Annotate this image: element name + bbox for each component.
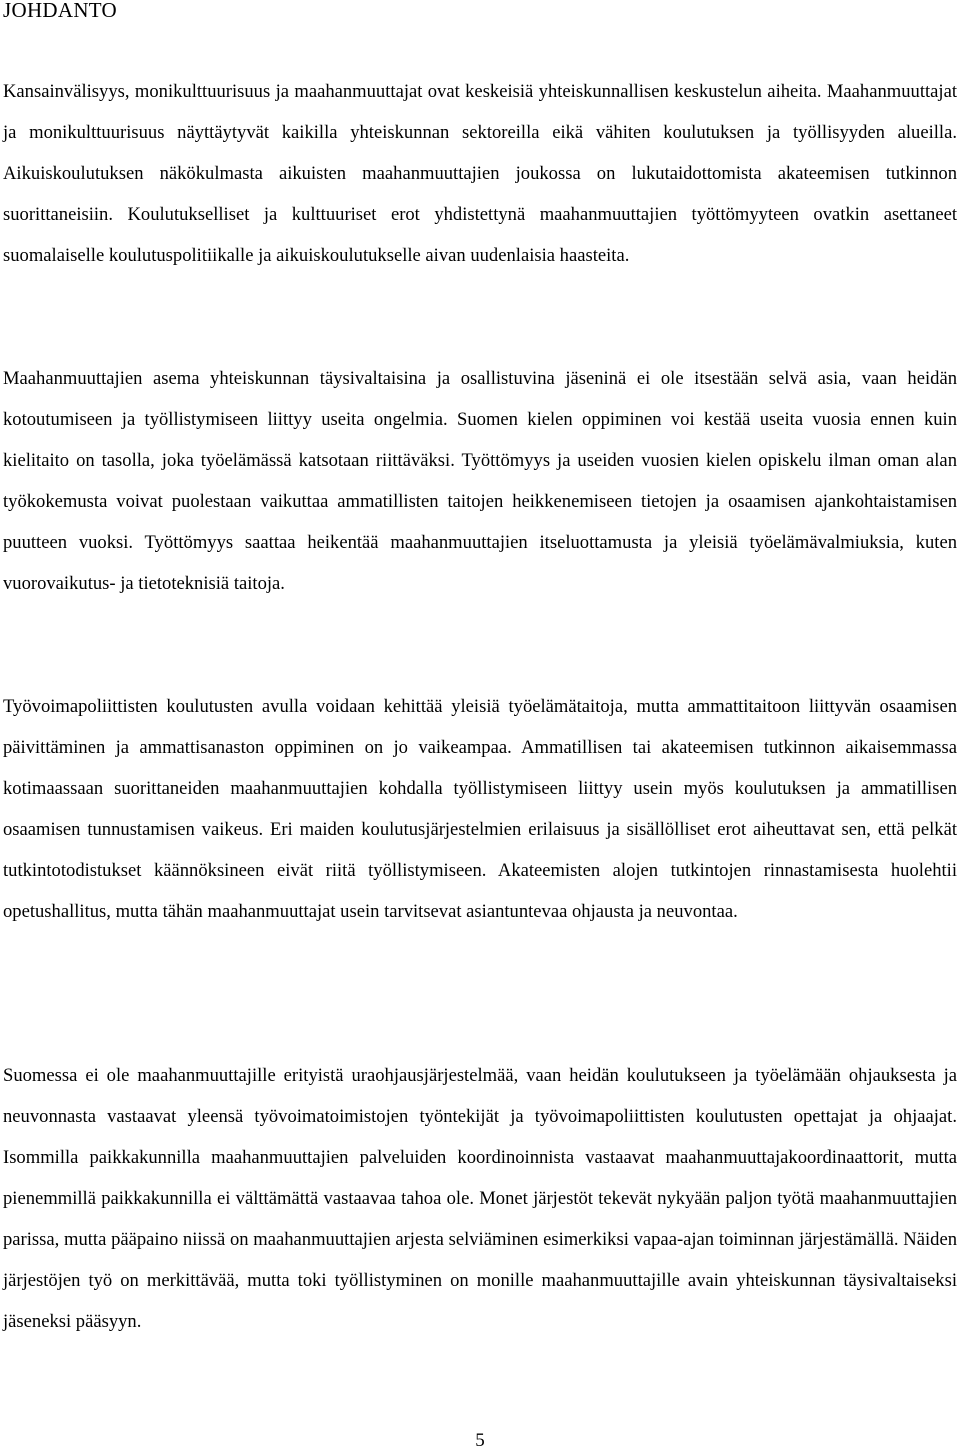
paragraph-4: Suomessa ei ole maahanmuuttajille erityistä uraohjausjärjestelmää, vaan heidän koulutukseen ja työelämään ohjauksesta ja neuvonnasta vastaavat yleensä työvoimatoimistojen työntekijät ja työvoimapoliittisten koulutusten opettajat ja ohjaajat. Isommilla paikkakunnilla maahanmuuttajien palveluiden koordinoinnista vastaavat maahanmuuttajakoordinaattorit, mutta pienemmillä paikkakunnilla ei välttämättä vastaavaa tahoa ole. Monet järjestöt tekevät nykyään paljon työtä maahanmuuttajien parissa, mutta pääpaino niissä on maahanmuuttajien arjesta selviäminen esimerkiksi vapaa-ajan toiminnan järjestämällä. Näiden järjestöjen työ on merkittävää, mutta toki työllistyminen on monille maahanmuuttajille avain yhteiskunnan täysivaltaiseksi jäseneksi pääsyyn. bbox=[3, 1065, 957, 1332]
paragraph-1: Kansainvälisyys, monikulttuurisuus ja maahanmuuttajat ovat keskeisiä yhteiskunnallisen keskustelun aiheita. Maahanmuuttajat ja monikulttuurisuus näyttäytyvät kaikilla yhteiskunnan sektoreilla eikä vähiten koulutuksen ja työllisyyden alueilla. Aikuiskoulutuksen näkökulmasta aikuisten maahanmuuttajien joukossa on lukutaidottomista akateemisen tutkinnon suorittaneisiin. Koulutukselliset ja kulttuuriset erot yhdistettynä maahanmuuttajien työttömyyteen ovatkin asettaneet suomalaiselle koulutuspolitiikalle ja aikuiskoulutukselle aivan uudenlaisia haasteita. bbox=[3, 81, 957, 266]
page-number: 5 bbox=[475, 1430, 485, 1451]
section-heading: JOHDANTO bbox=[3, 0, 118, 22]
paragraph-3: Työvoimapoliittisten koulutusten avulla voidaan kehittää yleisiä työelämätaitoja, mutta ammattitaitoon liittyvän osaamisen päivittäminen ja ammattisanaston oppiminen on jo vaikeampaa. Ammatillisen tai akateemisen tutkinnon aikaisemmassa kotimaassaan suorittaneiden maahanmuuttajien kohdalla työllistymiseen liittyy usein myös koulutuksen ja ammatillisen osaamisen tunnustamisen vaikeus. Eri maiden koulutusjärjestelmien erilaisuus ja sisällölliset erot aiheuttavat sen, että pelkät tutkintotodistukset käännöksineen eivät riitä työllistymiseen. Akateemisten alojen tutkintojen rinnastamisesta huolehtii opetushallitus, mutta tähän maahanmuuttajat usein tarvitsevat asiantuntevaa ohjausta ja neuvontaa. bbox=[3, 696, 957, 922]
paragraph-2: Maahanmuuttajien asema yhteiskunnan täysivaltaisina ja osallistuvina jäseninä ei ole itsestään selvä asia, vaan heidän kotoutumiseen ja työllistymiseen liittyy useita ongelmia. Suomen kielen oppiminen voi kestää useita vuosia ennen kuin kielitaito on tasolla, joka työelämässä katsotaan riittäväksi. Työttömyys ja useiden vuosien kielen opiskelu ilman oman alan työkokemusta voivat puolestaan vaikuttaa ammatillisten taitojen heikkenemiseen tietojen ja osaamisen ajankohtaistamisen puutteen vuoksi. Työttömyys saattaa heikentää maahanmuuttajien itseluottamusta ja yleisiä työelämävalmiuksia, kuten vuorovaikutus- ja tietoteknisiä taitoja. bbox=[3, 368, 957, 594]
